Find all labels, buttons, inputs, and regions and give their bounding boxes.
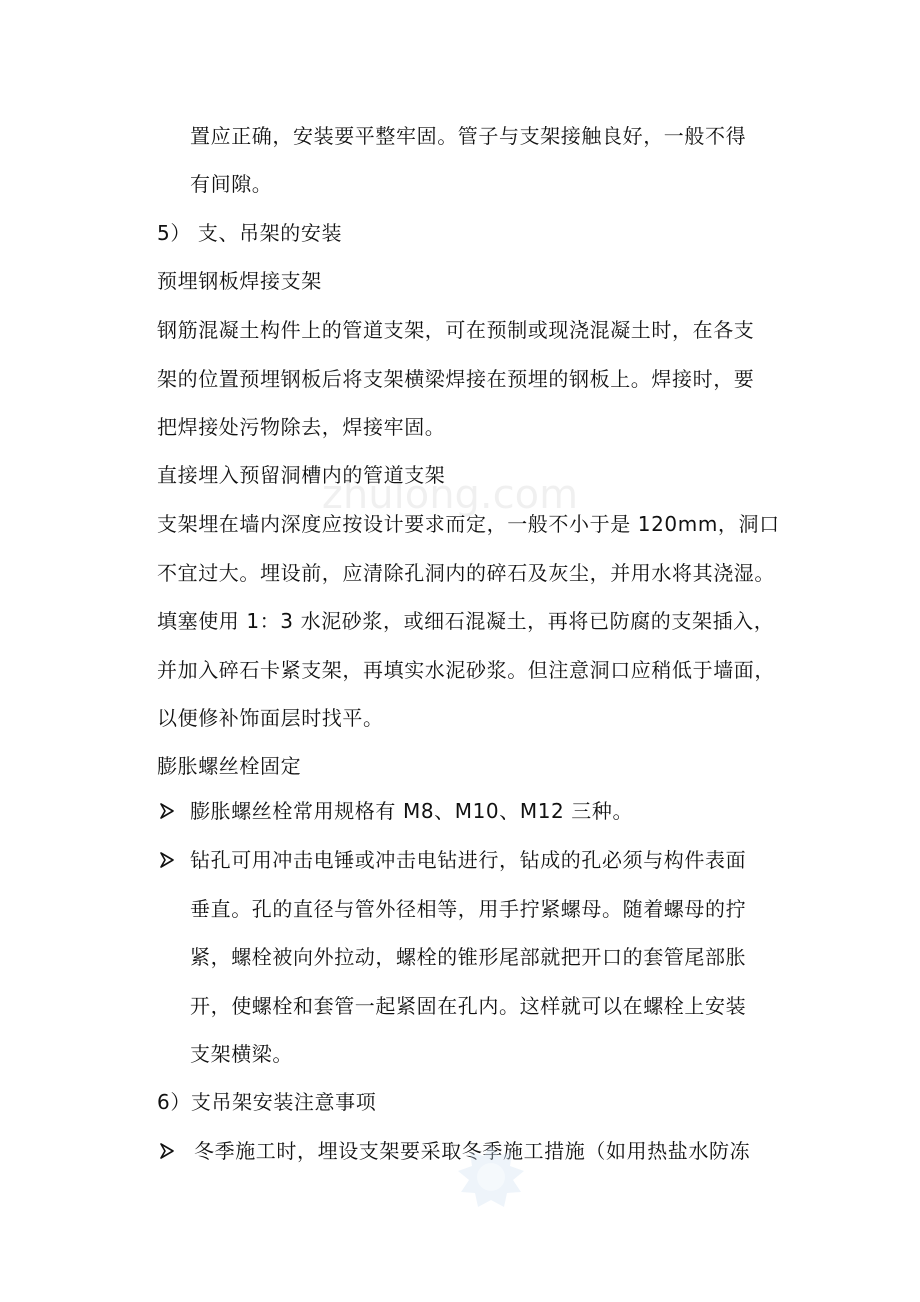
bullet-item-text: 膨胀螺丝栓常用规格有 M8、M10、M12 三种。 <box>190 799 634 823</box>
text-line: 不宜过大。埋设前，应清除孔洞内的碎石及灰尘，并用水将其浇湿。 <box>157 561 775 585</box>
text-line: 填塞使用 1：3 水泥砂浆，或细石混凝土，再将已防腐的支架插入， <box>157 609 775 633</box>
subheading: 直接埋入预留洞槽内的管道支架 <box>157 463 446 487</box>
bullet-item-text: 支架横梁。 <box>190 1042 293 1066</box>
section-heading: 6）支吊架安装注意事项 <box>157 1090 377 1114</box>
subheading: 膨胀螺丝栓固定 <box>157 754 302 778</box>
text-line: 以便修补饰面层时找平。 <box>157 706 384 730</box>
svg-text:zhulong.com: zhulong.com <box>321 472 579 518</box>
text-line: 置应正确，安装要平整牢固。管子与支架接触良好，一般不得 <box>190 124 747 148</box>
bullet-item-text: 钻孔可用冲击电锤或冲击电钻进行，钻成的孔必须与构件表面 <box>190 848 747 872</box>
arrowhead-bullet-icon <box>160 852 174 868</box>
bullet-item-text: 开，使螺栓和套管一起紧固在孔内。这样就可以在螺栓上安装 <box>190 994 747 1018</box>
section-heading: 5） 支、吊架的安装 <box>157 221 343 245</box>
text-line: 支架埋在墙内深度应按设计要求而定，一般不小于是 120mm，洞口 <box>157 512 780 536</box>
watermark-seal-icon <box>455 1142 527 1214</box>
subheading: 预埋钢板焊接支架 <box>157 269 322 293</box>
bullet-item-text: 冬季施工时，埋设支架要采取冬季施工措施（如用热盐水防冻 <box>194 1139 751 1163</box>
bullet-item-text: 垂直。孔的直径与管外径相等，用手拧紧螺母。随着螺母的拧 <box>190 897 747 921</box>
arrowhead-bullet-icon <box>160 803 174 819</box>
arrowhead-bullet-icon <box>160 1143 174 1159</box>
bullet-item-text: 紧，螺栓被向外拉动，螺栓的锥形尾部就把开口的套管尾部胀 <box>190 945 747 969</box>
text-line: 架的位置预埋钢板后将支架横梁焊接在预埋的钢板上。焊接时，要 <box>157 367 755 391</box>
text-line: 把焊接处污物除去，焊接牢固。 <box>157 415 446 439</box>
text-line: 钢筋混凝土构件上的管道支架，可在预制或现浇混凝土时，在各支 <box>157 318 755 342</box>
text-line: 并加入碎石卡紧支架，再填实水泥砂浆。但注意洞口应稍低于墙面， <box>157 658 775 682</box>
text-line: 有间隙。 <box>190 172 273 196</box>
